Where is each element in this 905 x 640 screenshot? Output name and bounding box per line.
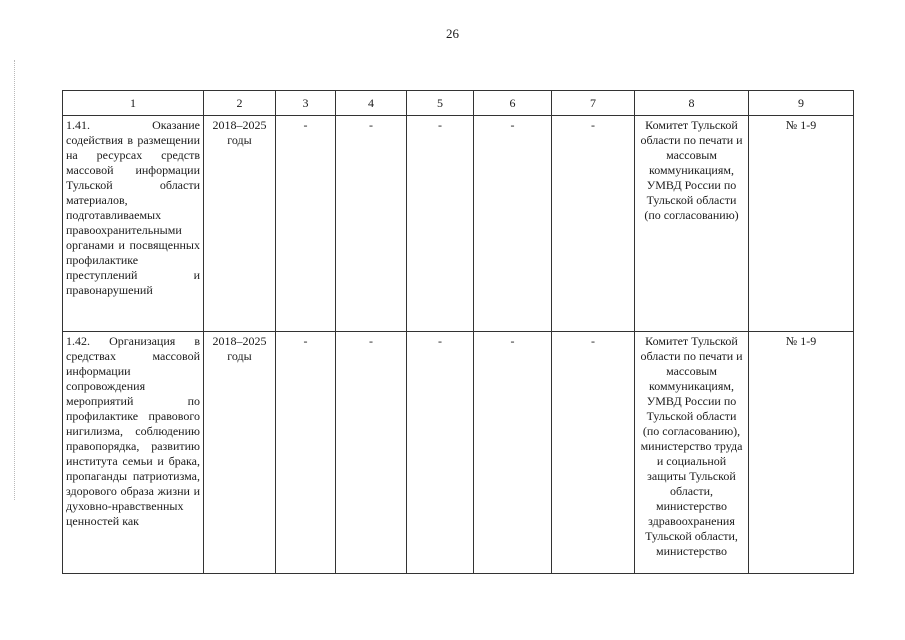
value-cell: - bbox=[552, 332, 635, 574]
period-cell: 2018–2025 годы bbox=[204, 332, 276, 574]
period-cell: 2018–2025 годы bbox=[204, 116, 276, 332]
value-cell: - bbox=[276, 116, 336, 332]
table-row bbox=[63, 116, 854, 332]
value-cell: - bbox=[552, 116, 635, 332]
program-measures-table bbox=[62, 90, 854, 574]
column-header-4: 4 bbox=[336, 91, 407, 116]
measure-cell bbox=[63, 332, 204, 574]
value-cell: - bbox=[336, 332, 407, 574]
table-row bbox=[63, 332, 854, 574]
column-header-1: 1 bbox=[63, 91, 204, 116]
column-header-9: 9 bbox=[749, 91, 854, 116]
column-header-6: 6 bbox=[474, 91, 552, 116]
table-header-row bbox=[63, 91, 854, 116]
column-header-3: 3 bbox=[276, 91, 336, 116]
page-number: 26 bbox=[446, 26, 459, 41]
executors-cell: Комитет Тульской области по печати и массовым коммуникациям, УМВД России по Тульской области (по согласованию) bbox=[635, 116, 749, 332]
measure-text: 1.42. Организация в средствах массовой информации сопровождения мероприятий по профилактике правового нигилизма, соблюдению правопорядка, развитию института семьи и брака, пропаганды патриотизма, здорового образа жизни и духовно-нравственных ценностей как bbox=[66, 334, 200, 528]
margin-binding-marks bbox=[14, 60, 16, 500]
value-cell: - bbox=[407, 332, 474, 574]
column-header-7: 7 bbox=[552, 91, 635, 116]
value-cell: - bbox=[276, 332, 336, 574]
value-cell: - bbox=[407, 116, 474, 332]
measure-cell: 1.41. Оказание содействия в размещении на ресурсах средств массовой информации Тульской области материалов, подготавливаемых правоохранительными органами и посвященных профилактике преступлений и правонарушений bbox=[63, 116, 204, 332]
indicators-cell: № 1-9 bbox=[749, 116, 854, 332]
column-header-5: 5 bbox=[407, 91, 474, 116]
column-header-8: 8 bbox=[635, 91, 749, 116]
value-cell: - bbox=[336, 116, 407, 332]
indicators-cell: № 1-9 bbox=[749, 332, 854, 574]
executors-text: Комитет Тульской области по печати и массовым коммуникациям, УМВД России по Тульской области (по согласованию), министерство труда и социальной защиты Тульской области, министерство здравоохранения Тульской области, министерство bbox=[640, 334, 743, 558]
value-cell: - bbox=[474, 116, 552, 332]
value-cell: - bbox=[474, 332, 552, 574]
executors-cell bbox=[635, 332, 749, 574]
column-header-2: 2 bbox=[204, 91, 276, 116]
